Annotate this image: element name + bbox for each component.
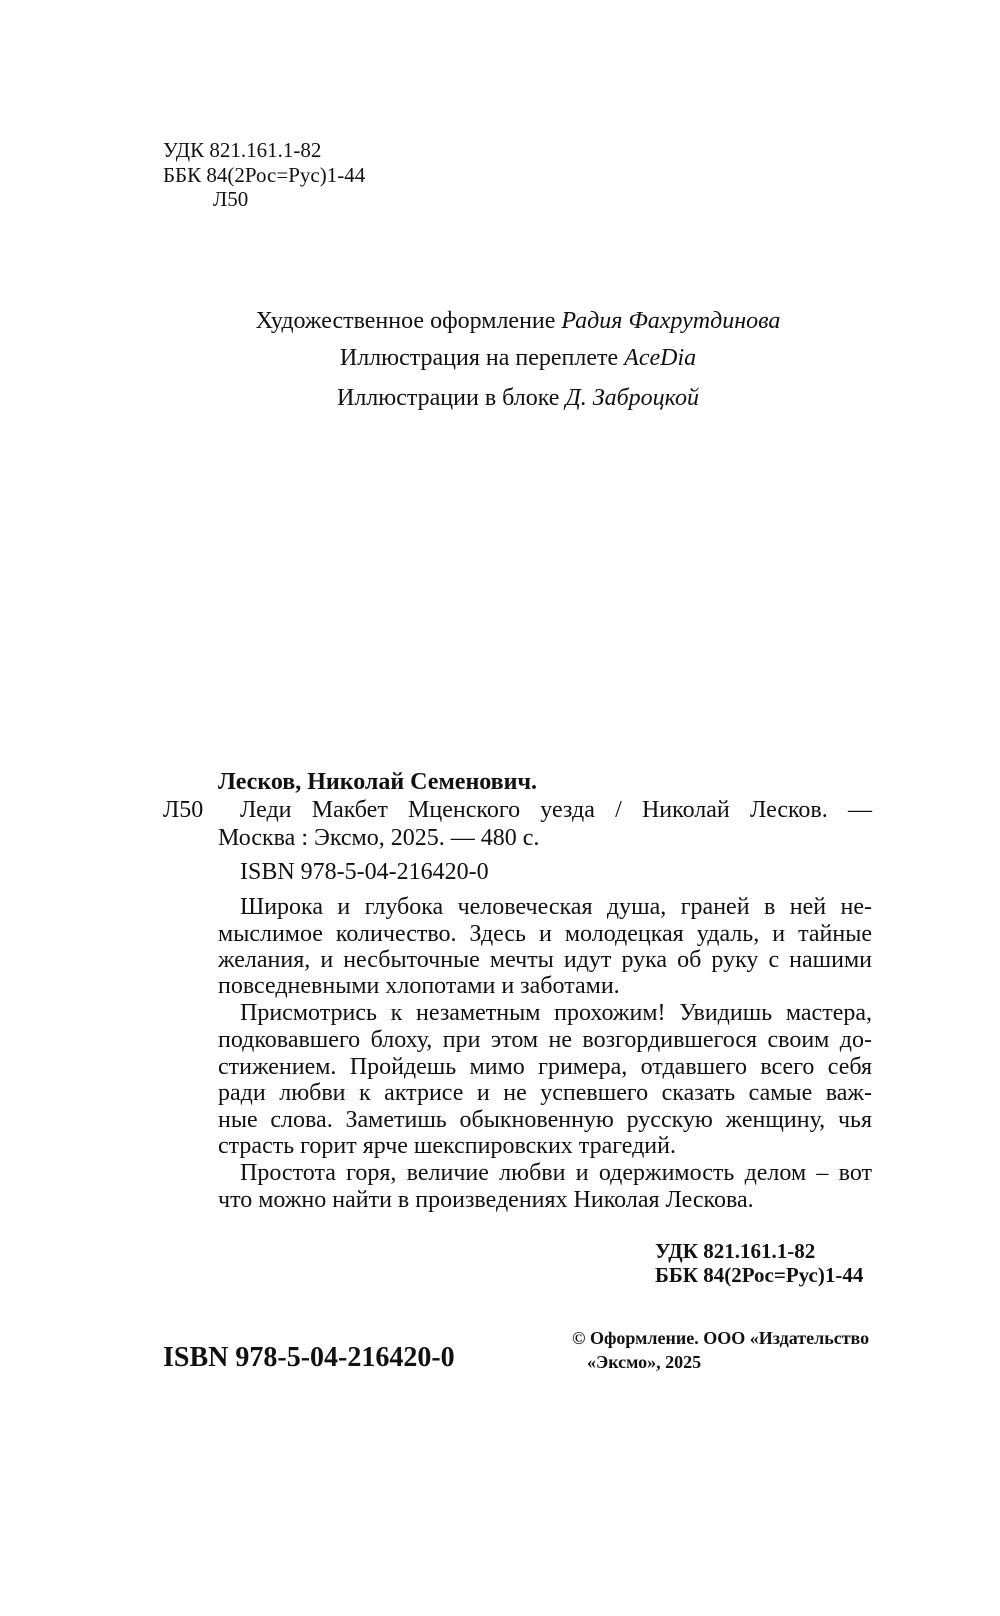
annotation-line: желания, и несбыточные мечты идут рука об руку с нашими: [218, 947, 872, 973]
author-mark: Л50: [213, 187, 249, 211]
credit-name: Д. Заброцкой: [565, 385, 699, 411]
bottom-bbk-code: ББК 84(2Рос=Рус)1-44: [655, 1263, 864, 1287]
credit-block: [0, 384, 1000, 412]
annotation-line: Присмотрись к незаметным прохожим! Увидишь мастера,: [240, 1000, 872, 1026]
credit-design: [0, 307, 1000, 335]
copyright-line-2: «Эксмо», 2025: [587, 1352, 702, 1372]
isbn-large: ISBN 978-5-04-216420-0: [163, 1342, 455, 1373]
copyright-line-1: © Оформление. ООО «Издательство: [572, 1328, 870, 1348]
annotation-line: мыслимое количество. Здесь и молодецкая удаль, и тайные: [218, 921, 872, 947]
credit-label: Художественное оформление: [255, 308, 556, 334]
credit-label: Иллюстрации в блоке: [336, 385, 560, 411]
annotation-line: стижением. Пройдешь мимо гримера, отдавшего всего себя: [218, 1054, 872, 1080]
bottom-udk-code: УДК 821.161.1-82: [655, 1239, 816, 1263]
bib-mark: Л50: [163, 797, 204, 823]
credit-cover: [0, 344, 1000, 372]
annotation-line: подковавшего блоху, при этом не возгордившегося своим до-: [218, 1027, 872, 1053]
annotation-line: ради любви к актрисе и не успевшего сказать самые важ-: [218, 1080, 872, 1106]
bib-imprint: Москва : Эксмо, 2025. — 480 с.: [218, 825, 540, 851]
udk-code: УДК 821.161.1-82: [163, 138, 322, 162]
credit-label: Иллюстрация на переплете: [339, 345, 619, 371]
bib-isbn: ISBN 978-5-04-216420-0: [240, 859, 489, 885]
bbk-code: ББК 84(2Рос=Рус)1-44: [163, 163, 366, 187]
annotation-line: Простота горя, величие любви и одержимость делом – вот: [240, 1160, 872, 1186]
credit-name: Радия Фахрутдинова: [561, 308, 781, 334]
annotation-line: страсть горит ярче шекспировских трагедий.: [218, 1133, 676, 1159]
annotation-line: что можно найти в произведениях Николая Лескова.: [218, 1187, 754, 1213]
annotation-line: повседневными хлопотами и заботами.: [218, 973, 620, 999]
bib-title: Леди Макбет Мценского уезда / Николай Лесков. —: [240, 797, 872, 823]
annotation-line: Широка и глубока человеческая душа, граней в ней не-: [240, 894, 872, 920]
bib-author: Лесков, Николай Семенович.: [218, 769, 538, 795]
annotation-line: ные слова. Заметишь обыкновенную русскую женщину, чья: [218, 1107, 872, 1133]
credit-name: AceDia: [624, 345, 697, 371]
